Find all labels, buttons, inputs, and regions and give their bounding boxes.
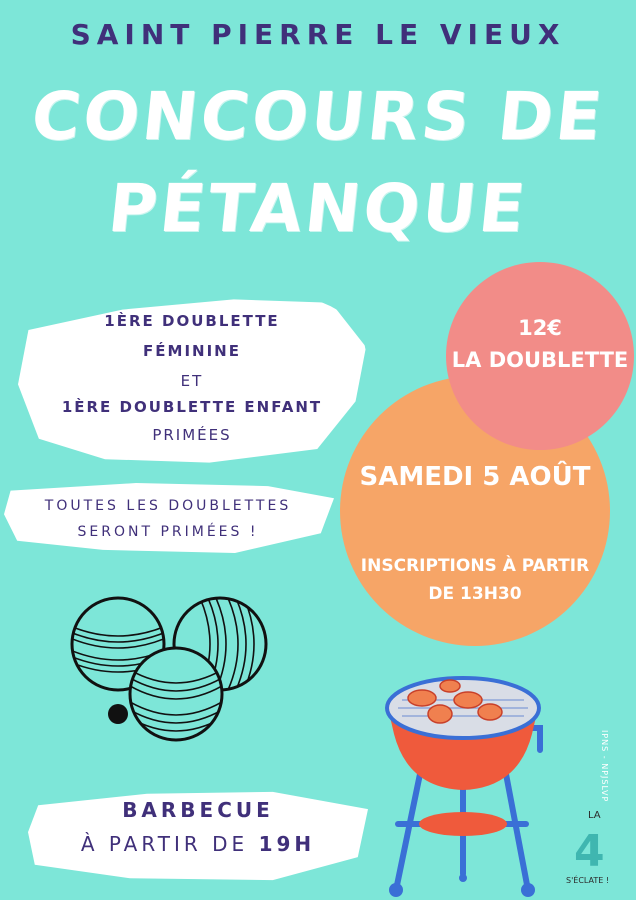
logo-number: 4 xyxy=(574,826,605,877)
petanque-balls-icon xyxy=(60,586,280,746)
all-prized-line-1: TOUTES LES DOUBLETTES xyxy=(44,498,292,514)
prize-line-5: PRIMÉES xyxy=(152,426,232,444)
barbecue-time-value: 19H xyxy=(258,832,316,856)
logo-tagline: S'ÉCLATE ! xyxy=(566,876,610,885)
all-prized-line-2: SERONT PRIMÉES ! xyxy=(77,524,259,540)
prize-line-2: FÉMININE xyxy=(143,342,241,360)
prize-line-3: ET xyxy=(180,372,204,390)
title-line-1: CONCOURS DE xyxy=(27,78,609,155)
town-name: SAINT PIERRE LE VIEUX xyxy=(70,18,566,51)
barbecue-title: BARBECUE xyxy=(122,798,274,822)
barbecue-time-prefix: À PARTIR DE xyxy=(80,832,249,856)
registration-line-2: DE 13H30 xyxy=(428,584,522,604)
prize-line-4: 1ÈRE DOUBLETTE ENFANT xyxy=(61,398,323,416)
title-line-2: PÉTANQUE xyxy=(104,170,532,247)
price-unit: LA DOUBLETTE xyxy=(451,348,629,372)
logo-la: LA xyxy=(588,810,601,821)
barbecue-grill-icon xyxy=(378,664,548,900)
barbecue-time xyxy=(28,832,368,856)
all-prized-brush-background xyxy=(4,480,334,556)
registration-line-1: INSCRIPTIONS À PARTIR xyxy=(360,556,590,576)
prize-line-1: 1ÈRE DOUBLETTE xyxy=(104,312,280,330)
event-date: SAMEDI 5 AOÛT xyxy=(359,462,591,492)
price-amount: 12€ xyxy=(518,316,562,340)
credit-text: IPNS - NPJSLVP xyxy=(600,730,609,803)
jack-ball-icon xyxy=(108,704,128,724)
